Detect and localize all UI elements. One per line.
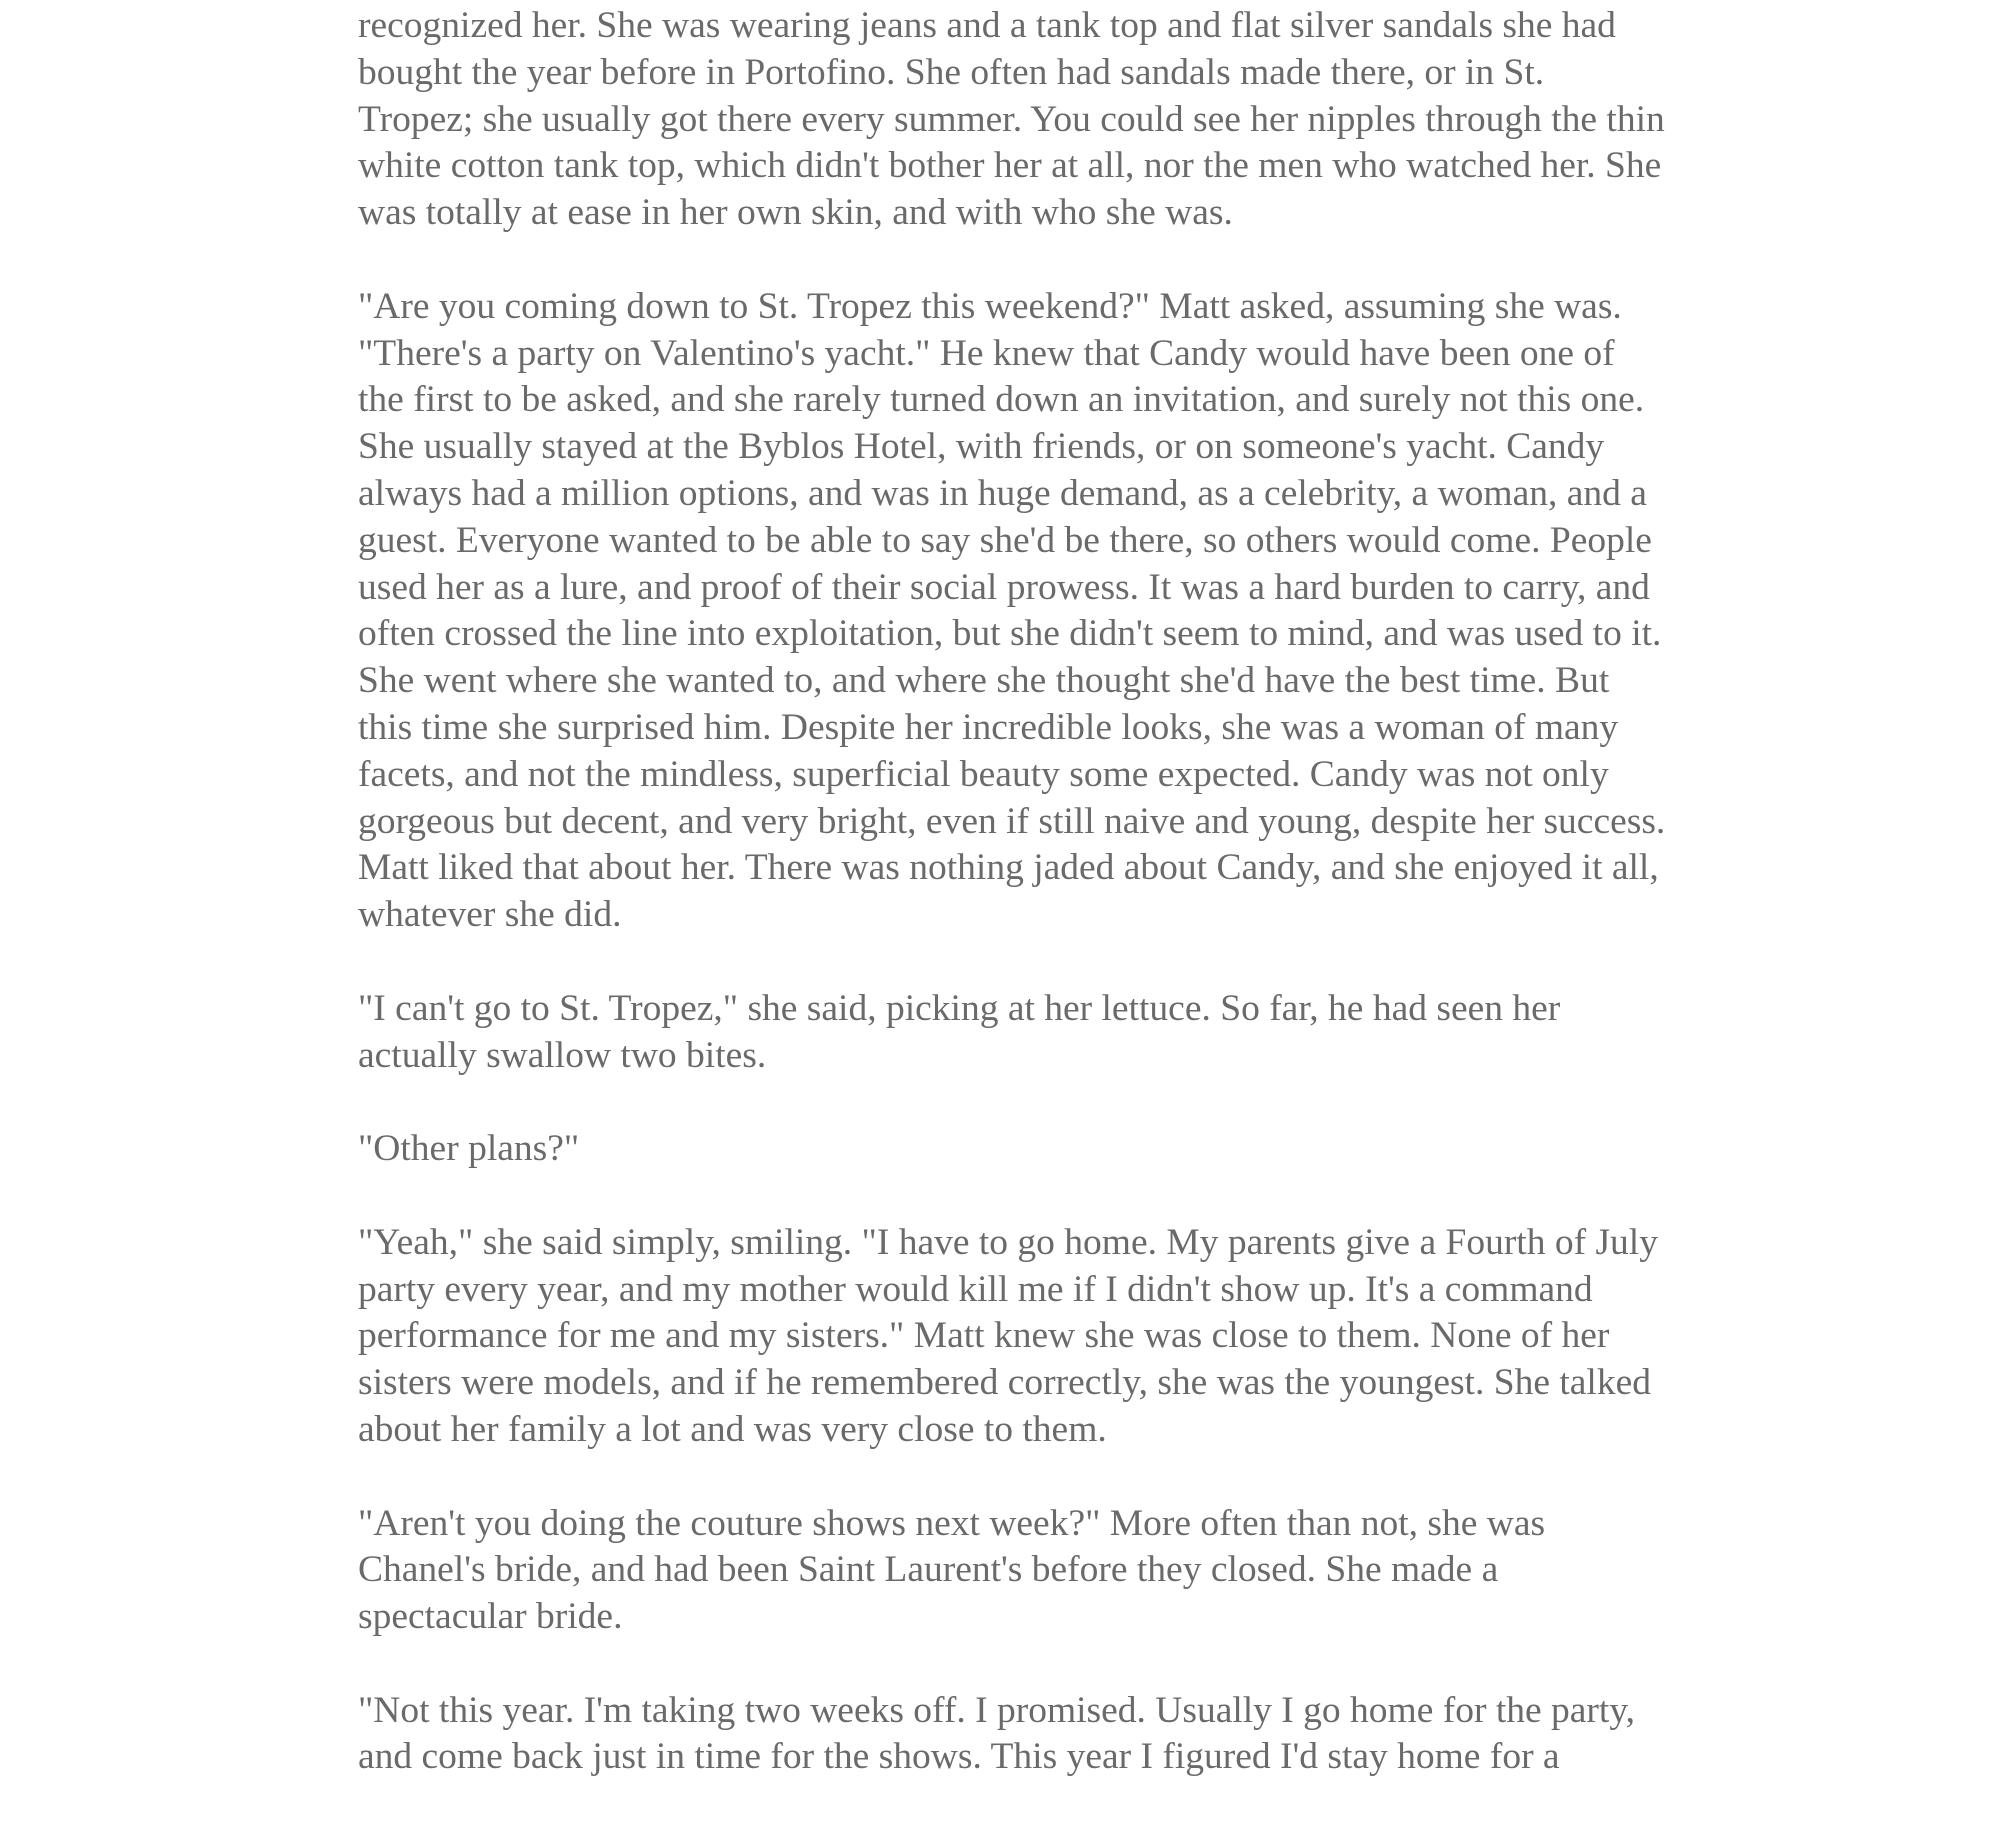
paragraph-5: "Yeah," she said simply, smiling. "I have to go home. My parents give a Fourth of July party every year, and my mother would kill me if I didn't show up. It's a command performance for me and my sisters." Matt knew she was close to them. None of her sisters were models, and if he remembered correctly, she was the youngest. She talked about her family a lot and was very close to them. — [358, 1221, 1658, 1450]
paragraph-7: "Not this year. I'm taking two weeks off. I promised. Usually I go home for the party, and come back just in time for the shows. This year I figured I'd stay home for a — [358, 1689, 1636, 1778]
paragraph-1: recognized her. She was wearing jeans and a tank top and flat silver sandals she had bought the year before in Portofino. She often had sandals made there, or in St. Tropez; she usually got there every summer. You could see her nipples through the thin white cotton tank top, which didn't bother her at all, nor the men who watched her. She was totally at ease in her own skin, and with who she was. — [358, 5, 1665, 234]
paragraph-6: "Aren't you doing the couture shows next week?" More often than not, she was Chanel's bride, and had been Saint Laurent's before they closed. She made a spectacular bride. — [358, 1502, 1546, 1638]
document-page — [358, 0, 1668, 1828]
paragraph-4: "Other plans?" — [358, 1128, 580, 1170]
paragraph-2: "Are you coming down to St. Tropez this weekend?" Matt asked, assuming she was. "There's a party on Valentino's yacht." He knew that Candy would have been one of the first to be asked, and she rarely turned down an invitation, and surely not this one. She usually stayed at the Byblos Hotel, with friends, or on someone's yacht. Candy always had a million options, and was in huge demand, as a celebrity, a woman, and a guest. Everyone wanted to be able to say she'd be there, so others would come. People used her as a lure, and proof of their social prowess. It was a hard burden to carry, and often crossed the line into exploitation, but she didn't seem to mind, and was used to it. She went where she wanted to, and where she thought she'd have the best time. But this time she surprised him. Despite her incredible looks, she was a woman of many facets, and not the mindless, superficial beauty some expected. Candy was not only gorgeous but decent, and very bright, even if still naive and young, despite her success. Matt liked that about her. There was nothing jaded about Candy, and she enjoyed it all, whatever she did. — [358, 285, 1666, 936]
paragraph-3: "I can't go to St. Tropez," she said, picking at her lettuce. So far, he had seen her actually swallow two bites. — [358, 987, 1561, 1076]
